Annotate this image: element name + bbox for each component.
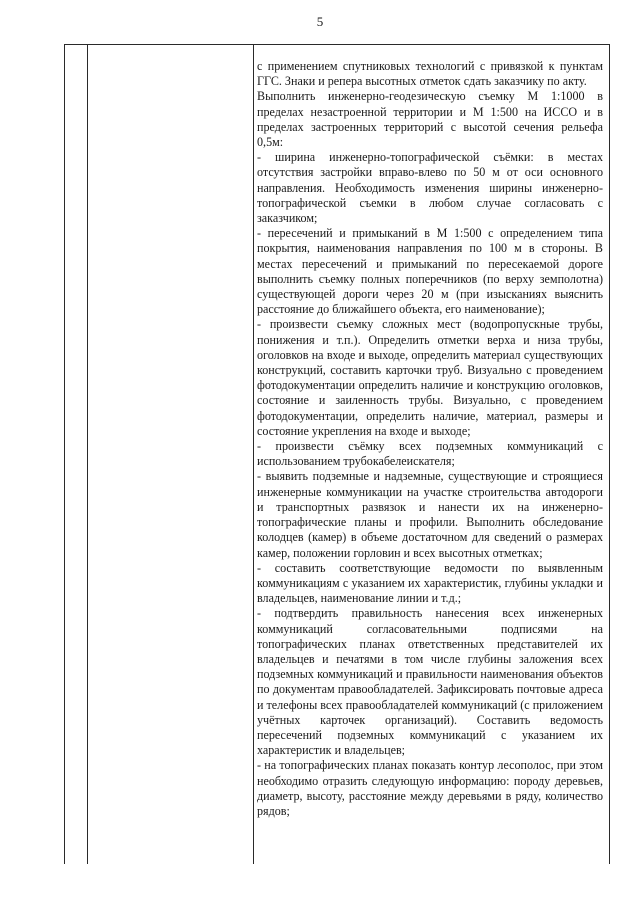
- page-number: 5: [316, 14, 324, 29]
- paragraph-confirm-utilities: - подтвердить правильность нанесения всех инженерных коммуникаций согласовательными подписями на топографических планах ответственных представителей их владельцев и печатями в том числе глубины заложения всех подземных коммуникаций и правильности наименования объектов по документам правообладателей. Зафиксировать почтовые адреса и телефоны всех правообладателей коммуникаций (с приложением учётных карточек организаций). Составить ведомость пересечений подземных коммуникаций с указанием их характеристик и владельцев;: [257, 606, 603, 758]
- paragraph-survey-width: - ширина инженерно-топографической съёмки: в местах отсутствия застройки вправо-влево по 50 м от оси основного направления. Необходимость изменения ширины инженерно-топографической съемки в любом случае согласовать с заказчиком;: [257, 150, 603, 226]
- column-divider: [87, 45, 88, 864]
- requirements-table: [64, 44, 610, 864]
- paragraph-utility-statements: - составить соответствующие ведомости по выявленным коммуникациям с указанием их характеристик, глубины укладки и владельцев, наименование линии и т.д.;: [257, 560, 603, 606]
- requirements-text-cell: [257, 59, 603, 819]
- paragraph-gps-survey: с применением спутниковых технологий с привязкой к пунктам ГГС. Знаки и репера высотных отметок сдать заказчику по акту.: [257, 59, 603, 89]
- paragraph-geodetic-survey: Выполнить инженерно-геодезическую съемку М 1:1000 в пределах незастроенной территории и М 1:500 на ИССО и в пределах застроенных территорий с высотой сечения рельефа 0,5м:: [257, 89, 603, 150]
- paragraph-identify-utilities: - выявить подземные и надземные, существующие и строящиеся инженерные коммуникации на участке строительства автодороги и транспортных развязок и нанести их на инженерно-топографические планы и профили. Выполнить обследование колодцев (камер) в объеме достаточном для сведений о размерах камер, положении горловин и всех высотных отметках;: [257, 469, 603, 560]
- column-divider: [253, 45, 254, 864]
- paragraph-intersections: - пересечений и примыканий в М 1:500 с определением типа покрытия, наименования направления по 100 м в стороны. В местах пересечений и примыканий по пересекаемой дороге выполнить съемку полных поперечников (по верху земполотна) существующей дороги через 20 м (при изысканиях выяснить расстояние до ближайшего объекта, его наименование);: [257, 226, 603, 317]
- paragraph-underground-utilities: - произвести съёмку всех подземных коммуникаций с использованием трубокабелеискателя;: [257, 439, 603, 469]
- paragraph-complex-places: - произвести съемку сложных мест (водопропускные трубы, понижения и т.п.). Определить отметки верха и низа трубы, оголовков на входе и выходе, определить материал существующих конструкций, составить карточки труб. Визуально с проведением фотодокументации определить наличие и конструкцию оголовков, состояние и заиленность трубы. Визуально, с проведением фотодокументации, определить наличие, материал, размеры и состояние укрепления на входе и выходе;: [257, 317, 603, 438]
- paragraph-forest-belts: - на топографических планах показать контур лесополос, при этом необходимо отразить следующую информацию: породу деревьев, диаметр, высоту, расстояние между деревьями в ряду, количество рядов;: [257, 758, 603, 818]
